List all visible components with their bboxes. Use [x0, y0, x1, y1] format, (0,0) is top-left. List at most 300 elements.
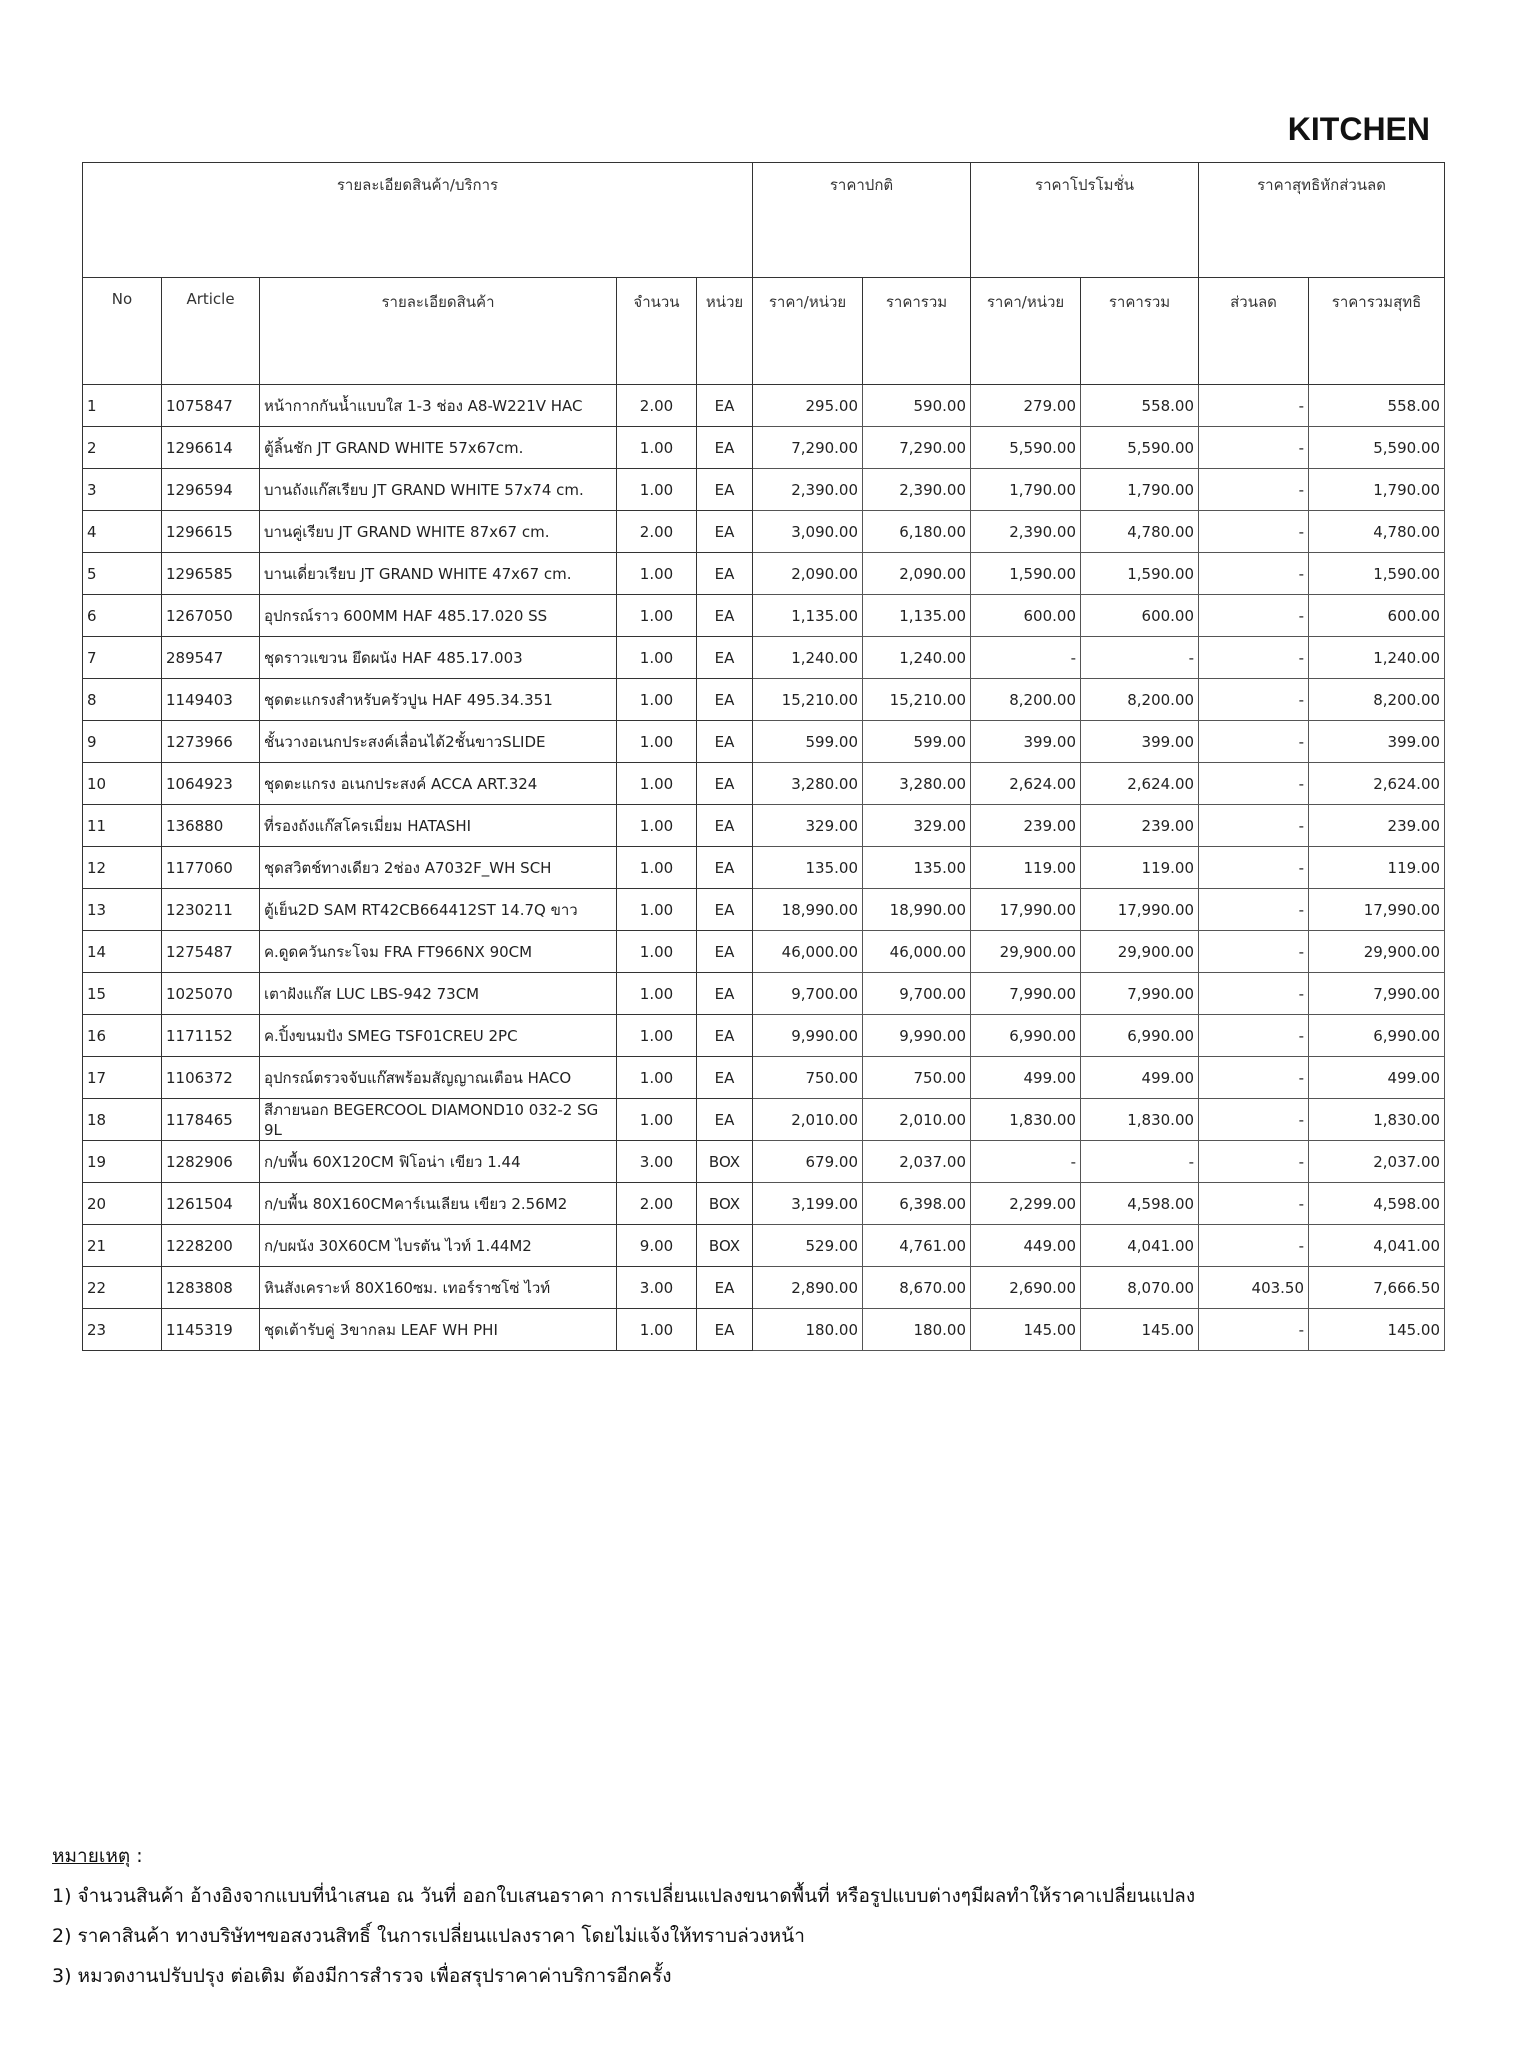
cell-no: 2: [83, 427, 162, 469]
cell-article: 1171152: [162, 1015, 260, 1057]
col-header-promo-total: ราคารวม: [1081, 278, 1199, 385]
cell-unit-price: 679.00: [753, 1141, 863, 1183]
table-row: [83, 553, 1445, 595]
cell-quantity: 1.00: [617, 847, 697, 889]
cell-net-total: 5,590.00: [1309, 427, 1445, 469]
cell-unit: EA: [697, 847, 753, 889]
cell-unit-price: 1,240.00: [753, 637, 863, 679]
cell-description: บานคู่เรียบ JT GRAND WHITE 87x67 cm.: [260, 511, 617, 553]
cell-no: 15: [83, 973, 162, 1015]
cell-net-total: 4,041.00: [1309, 1225, 1445, 1267]
cell-unit-price: 2,890.00: [753, 1267, 863, 1309]
cell-quantity: 1.00: [617, 595, 697, 637]
cell-promo-unit-price: 17,990.00: [971, 889, 1081, 931]
cell-net-total: 6,990.00: [1309, 1015, 1445, 1057]
cell-no: 16: [83, 1015, 162, 1057]
cell-article: 1025070: [162, 973, 260, 1015]
cell-total: 18,990.00: [863, 889, 971, 931]
cell-discount: -: [1199, 385, 1309, 427]
cell-article: 1230211: [162, 889, 260, 931]
cell-promo-total: 5,590.00: [1081, 427, 1199, 469]
cell-net-total: 4,598.00: [1309, 1183, 1445, 1225]
cell-total: 8,670.00: [863, 1267, 971, 1309]
cell-promo-unit-price: 600.00: [971, 595, 1081, 637]
cell-description: หินสังเคราะห์ 80X160ซม. เทอร์ราซโซ่ ไวท์: [260, 1267, 617, 1309]
cell-discount: -: [1199, 553, 1309, 595]
cell-promo-unit-price: 5,590.00: [971, 427, 1081, 469]
table-row: [83, 595, 1445, 637]
col-header-no: No: [83, 278, 162, 385]
cell-discount: -: [1199, 805, 1309, 847]
cell-promo-unit-price: 2,390.00: [971, 511, 1081, 553]
notes-colon: :: [130, 1845, 143, 1867]
cell-discount: -: [1199, 595, 1309, 637]
cell-no: 13: [83, 889, 162, 931]
cell-net-total: 1,830.00: [1309, 1099, 1445, 1141]
cell-article: 1149403: [162, 679, 260, 721]
cell-no: 23: [83, 1309, 162, 1351]
cell-promo-total: 1,590.00: [1081, 553, 1199, 595]
cell-article: 1282906: [162, 1141, 260, 1183]
cell-net-total: 7,990.00: [1309, 973, 1445, 1015]
cell-unit-price: 9,700.00: [753, 973, 863, 1015]
cell-promo-total: 8,200.00: [1081, 679, 1199, 721]
cell-total: 590.00: [863, 385, 971, 427]
cell-discount: -: [1199, 1057, 1309, 1099]
cell-unit-price: 2,090.00: [753, 553, 863, 595]
cell-net-total: 119.00: [1309, 847, 1445, 889]
cell-promo-unit-price: 2,690.00: [971, 1267, 1081, 1309]
cell-article: 1261504: [162, 1183, 260, 1225]
note-item: 2) ราคาสินค้า ทางบริษัทฯขอสงวนสิทธิ์ ในการเปลี่ยนแปลงราคา โดยไม่แจ้งให้ทราบล่วงหน้า: [52, 1925, 805, 1947]
cell-promo-total: 8,070.00: [1081, 1267, 1199, 1309]
cell-quantity: 1.00: [617, 553, 697, 595]
cell-description: ชุดราวแขวน ยึดผนัง HAF 485.17.003: [260, 637, 617, 679]
cell-total: 15,210.00: [863, 679, 971, 721]
cell-article: 1267050: [162, 595, 260, 637]
cell-promo-total: 145.00: [1081, 1309, 1199, 1351]
cell-unit-price: 3,199.00: [753, 1183, 863, 1225]
cell-unit: EA: [697, 1309, 753, 1351]
cell-article: 1275487: [162, 931, 260, 973]
cell-promo-unit-price: 7,990.00: [971, 973, 1081, 1015]
cell-quantity: 1.00: [617, 889, 697, 931]
cell-net-total: 7,666.50: [1309, 1267, 1445, 1309]
cell-quantity: 1.00: [617, 931, 697, 973]
cell-unit-price: 7,290.00: [753, 427, 863, 469]
cell-no: 20: [83, 1183, 162, 1225]
cell-unit: EA: [697, 889, 753, 931]
cell-promo-unit-price: 1,790.00: [971, 469, 1081, 511]
cell-promo-total: 1,790.00: [1081, 469, 1199, 511]
cell-total: 6,398.00: [863, 1183, 971, 1225]
cell-quantity: 1.00: [617, 427, 697, 469]
cell-description: ก/บพื้น 60X120CM ฟิโอน่า เขียว 1.44: [260, 1141, 617, 1183]
cell-promo-unit-price: 279.00: [971, 385, 1081, 427]
table-row: [83, 1015, 1445, 1057]
cell-net-total: 1,790.00: [1309, 469, 1445, 511]
cell-promo-total: 4,598.00: [1081, 1183, 1199, 1225]
cell-discount: -: [1199, 1015, 1309, 1057]
cell-quantity: 3.00: [617, 1267, 697, 1309]
cell-unit: EA: [697, 1057, 753, 1099]
group-header-normal-price: ราคาปกติ: [753, 163, 971, 278]
cell-quantity: 1.00: [617, 637, 697, 679]
group-header-net-price: ราคาสุทธิหักส่วนลด: [1199, 163, 1445, 278]
cell-quantity: 1.00: [617, 1057, 697, 1099]
cell-no: 19: [83, 1141, 162, 1183]
cell-total: 2,090.00: [863, 553, 971, 595]
cell-quantity: 9.00: [617, 1225, 697, 1267]
cell-total: 329.00: [863, 805, 971, 847]
cell-description: ชุดตะแกรงสำหรับครัวปูน HAF 495.34.351: [260, 679, 617, 721]
cell-promo-unit-price: 6,990.00: [971, 1015, 1081, 1057]
cell-net-total: 558.00: [1309, 385, 1445, 427]
cell-promo-total: 399.00: [1081, 721, 1199, 763]
cell-quantity: 1.00: [617, 1309, 697, 1351]
cell-net-total: 8,200.00: [1309, 679, 1445, 721]
cell-no: 17: [83, 1057, 162, 1099]
cell-promo-total: 239.00: [1081, 805, 1199, 847]
cell-unit-price: 15,210.00: [753, 679, 863, 721]
cell-total: 3,280.00: [863, 763, 971, 805]
cell-description: อุปกรณ์ตรวจจับแก๊สพร้อมสัญญาณเตือน HACO: [260, 1057, 617, 1099]
col-header-unit-price: ราคา/หน่วย: [753, 278, 863, 385]
cell-article: 1178465: [162, 1099, 260, 1141]
cell-net-total: 600.00: [1309, 595, 1445, 637]
cell-no: 9: [83, 721, 162, 763]
cell-unit: EA: [697, 1015, 753, 1057]
cell-unit: EA: [697, 469, 753, 511]
cell-article: 1177060: [162, 847, 260, 889]
table-row: [83, 469, 1445, 511]
cell-quantity: 2.00: [617, 385, 697, 427]
cell-unit-price: 3,090.00: [753, 511, 863, 553]
cell-promo-total: 499.00: [1081, 1057, 1199, 1099]
cell-discount: -: [1199, 511, 1309, 553]
cell-article: 1145319: [162, 1309, 260, 1351]
cell-no: 7: [83, 637, 162, 679]
cell-description: ค.ดูดควันกระโจม FRA FT966NX 90CM: [260, 931, 617, 973]
cell-discount: -: [1199, 679, 1309, 721]
cell-discount: -: [1199, 847, 1309, 889]
group-header-promo-price: ราคาโปรโมชั่น: [971, 163, 1199, 278]
cell-promo-unit-price: 2,624.00: [971, 763, 1081, 805]
cell-quantity: 2.00: [617, 511, 697, 553]
table-row: [83, 1309, 1445, 1351]
cell-no: 11: [83, 805, 162, 847]
cell-promo-total: 17,990.00: [1081, 889, 1199, 931]
table-row: [83, 1099, 1445, 1141]
cell-description: ตู้ลิ้นชัก JT GRAND WHITE 57x67cm.: [260, 427, 617, 469]
cell-discount: -: [1199, 1309, 1309, 1351]
notes-heading: หมายเหตุ: [52, 1845, 131, 1867]
cell-net-total: 17,990.00: [1309, 889, 1445, 931]
cell-unit: EA: [697, 511, 753, 553]
cell-unit: EA: [697, 1267, 753, 1309]
cell-quantity: 1.00: [617, 1015, 697, 1057]
cell-description: อุปกรณ์ราว 600MM HAF 485.17.020 SS: [260, 595, 617, 637]
cell-total: 180.00: [863, 1309, 971, 1351]
cell-unit: BOX: [697, 1183, 753, 1225]
cell-promo-total: 7,990.00: [1081, 973, 1199, 1015]
cell-article: 1064923: [162, 763, 260, 805]
cell-unit: EA: [697, 679, 753, 721]
cell-unit: EA: [697, 931, 753, 973]
col-header-description: รายละเอียดสินค้า: [260, 278, 617, 385]
group-header-details: รายละเอียดสินค้า/บริการ: [83, 163, 753, 278]
cell-discount: -: [1199, 931, 1309, 973]
table-row: [83, 1141, 1445, 1183]
cell-total: 2,390.00: [863, 469, 971, 511]
cell-promo-total: 558.00: [1081, 385, 1199, 427]
table-row: [83, 931, 1445, 973]
cell-promo-unit-price: 399.00: [971, 721, 1081, 763]
cell-promo-unit-price: 449.00: [971, 1225, 1081, 1267]
cell-net-total: 1,590.00: [1309, 553, 1445, 595]
cell-discount: -: [1199, 1225, 1309, 1267]
cell-quantity: 1.00: [617, 805, 697, 847]
cell-promo-unit-price: 2,299.00: [971, 1183, 1081, 1225]
cell-quantity: 1.00: [617, 721, 697, 763]
cell-unit: EA: [697, 637, 753, 679]
cell-description: ชุดเต้ารับคู่ 3ขากลม LEAF WH PHI: [260, 1309, 617, 1351]
cell-article: 289547: [162, 637, 260, 679]
cell-description: ชุดตะแกรง อเนกประสงค์ ACCA ART.324: [260, 763, 617, 805]
cell-total: 9,700.00: [863, 973, 971, 1015]
cell-quantity: 2.00: [617, 1183, 697, 1225]
cell-article: 1273966: [162, 721, 260, 763]
cell-unit-price: 9,990.00: [753, 1015, 863, 1057]
cell-net-total: 499.00: [1309, 1057, 1445, 1099]
cell-total: 1,240.00: [863, 637, 971, 679]
column-header-row: [83, 278, 1445, 385]
cell-article: 1075847: [162, 385, 260, 427]
cell-promo-unit-price: 1,830.00: [971, 1099, 1081, 1141]
cell-promo-unit-price: 499.00: [971, 1057, 1081, 1099]
cell-unit: EA: [697, 805, 753, 847]
table-row: [83, 637, 1445, 679]
cell-net-total: 239.00: [1309, 805, 1445, 847]
table-row: [83, 679, 1445, 721]
cell-no: 12: [83, 847, 162, 889]
cell-discount: -: [1199, 637, 1309, 679]
cell-description: ก/บผนัง 30X60CM ไบรตัน ไวท์ 1.44M2: [260, 1225, 617, 1267]
cell-unit-price: 529.00: [753, 1225, 863, 1267]
cell-description: บานถังแก๊สเรียบ JT GRAND WHITE 57x74 cm.: [260, 469, 617, 511]
cell-net-total: 29,900.00: [1309, 931, 1445, 973]
cell-unit-price: 2,010.00: [753, 1099, 863, 1141]
cell-description: ค.ปิ้งขนมปัง SMEG TSF01CREU 2PC: [260, 1015, 617, 1057]
cell-no: 14: [83, 931, 162, 973]
cell-total: 599.00: [863, 721, 971, 763]
cell-unit-price: 295.00: [753, 385, 863, 427]
cell-unit: EA: [697, 595, 753, 637]
cell-promo-unit-price: -: [971, 1141, 1081, 1183]
cell-description: สีภายนอก BEGERCOOL DIAMOND10 032-2 SG 9L: [260, 1099, 617, 1141]
cell-unit-price: 750.00: [753, 1057, 863, 1099]
cell-no: 1: [83, 385, 162, 427]
cell-unit: EA: [697, 1099, 753, 1141]
cell-unit-price: 18,990.00: [753, 889, 863, 931]
cell-net-total: 4,780.00: [1309, 511, 1445, 553]
cell-unit-price: 599.00: [753, 721, 863, 763]
cell-unit: BOX: [697, 1141, 753, 1183]
cell-quantity: 1.00: [617, 763, 697, 805]
cell-no: 5: [83, 553, 162, 595]
cell-promo-total: 119.00: [1081, 847, 1199, 889]
cell-description: ที่รองถังแก๊สโครเมี่ยม HATASHI: [260, 805, 617, 847]
cell-unit: EA: [697, 553, 753, 595]
table-row: [83, 427, 1445, 469]
cell-description: หน้ากากกันน้ำแบบใส 1-3 ช่อง A8-W221V HAC: [260, 385, 617, 427]
col-header-total: ราคารวม: [863, 278, 971, 385]
cell-discount: -: [1199, 469, 1309, 511]
cell-promo-unit-price: 29,900.00: [971, 931, 1081, 973]
group-header-row: [83, 163, 1445, 278]
cell-discount: -: [1199, 889, 1309, 931]
cell-description: บานเดี่ยวเรียบ JT GRAND WHITE 47x67 cm.: [260, 553, 617, 595]
cell-total: 750.00: [863, 1057, 971, 1099]
cell-discount: -: [1199, 721, 1309, 763]
cell-discount: -: [1199, 973, 1309, 1015]
cell-quantity: 1.00: [617, 973, 697, 1015]
cell-no: 10: [83, 763, 162, 805]
cell-no: 6: [83, 595, 162, 637]
cell-total: 1,135.00: [863, 595, 971, 637]
cell-promo-total: 29,900.00: [1081, 931, 1199, 973]
cell-promo-unit-price: 239.00: [971, 805, 1081, 847]
cell-net-total: 1,240.00: [1309, 637, 1445, 679]
cell-total: 4,761.00: [863, 1225, 971, 1267]
cell-unit-price: 180.00: [753, 1309, 863, 1351]
cell-description: ชุดสวิตช์ทางเดียว 2ช่อง A7032F_WH SCH: [260, 847, 617, 889]
cell-promo-unit-price: 1,590.00: [971, 553, 1081, 595]
cell-quantity: 1.00: [617, 1099, 697, 1141]
table-row: [83, 973, 1445, 1015]
cell-total: 6,180.00: [863, 511, 971, 553]
table-row: [83, 385, 1445, 427]
cell-unit-price: 2,390.00: [753, 469, 863, 511]
cell-no: 8: [83, 679, 162, 721]
cell-promo-total: 1,830.00: [1081, 1099, 1199, 1141]
cell-article: 1106372: [162, 1057, 260, 1099]
cell-article: 1228200: [162, 1225, 260, 1267]
table-row: [83, 1225, 1445, 1267]
table-row: [83, 1267, 1445, 1309]
cell-unit: EA: [697, 973, 753, 1015]
cell-no: 22: [83, 1267, 162, 1309]
cell-discount: -: [1199, 1183, 1309, 1225]
cell-article: 1296585: [162, 553, 260, 595]
cell-promo-total: 4,041.00: [1081, 1225, 1199, 1267]
cell-unit-price: 329.00: [753, 805, 863, 847]
cell-no: 3: [83, 469, 162, 511]
cell-article: 1296615: [162, 511, 260, 553]
cell-promo-unit-price: -: [971, 637, 1081, 679]
cell-no: 21: [83, 1225, 162, 1267]
cell-quantity: 1.00: [617, 679, 697, 721]
cell-total: 2,010.00: [863, 1099, 971, 1141]
table-row: [83, 847, 1445, 889]
cell-promo-unit-price: 145.00: [971, 1309, 1081, 1351]
cell-promo-total: 2,624.00: [1081, 763, 1199, 805]
note-item: 1) จำนวนสินค้า อ้างอิงจากแบบที่นำเสนอ ณ วันที่ ออกใบเสนอราคา การเปลี่ยนแปลงขนาดพื้นที่ หรือรูปแบบต่างๆมีผลทำให้ราคาเปลี่ยนแปลง: [52, 1885, 1196, 1907]
cell-discount: -: [1199, 1099, 1309, 1141]
cell-promo-unit-price: 119.00: [971, 847, 1081, 889]
col-header-article: Article: [162, 278, 260, 385]
cell-unit: EA: [697, 763, 753, 805]
cell-quantity: 1.00: [617, 469, 697, 511]
cell-unit: BOX: [697, 1225, 753, 1267]
cell-total: 46,000.00: [863, 931, 971, 973]
table-row: [83, 1183, 1445, 1225]
table-row: [83, 1057, 1445, 1099]
col-header-discount: ส่วนลด: [1199, 278, 1309, 385]
cell-promo-unit-price: 8,200.00: [971, 679, 1081, 721]
cell-promo-total: 600.00: [1081, 595, 1199, 637]
cell-promo-total: 6,990.00: [1081, 1015, 1199, 1057]
cell-unit-price: 135.00: [753, 847, 863, 889]
price-table: [82, 162, 1445, 1351]
cell-total: 2,037.00: [863, 1141, 971, 1183]
cell-unit: EA: [697, 385, 753, 427]
cell-description: เตาฝังแก๊ส LUC LBS-942 73CM: [260, 973, 617, 1015]
cell-discount: -: [1199, 427, 1309, 469]
cell-article: 136880: [162, 805, 260, 847]
page-title: KITCHEN: [1287, 111, 1430, 147]
cell-description: ตู้เย็น2D SAM RT42CB664412ST 14.7Q ขาว: [260, 889, 617, 931]
cell-article: 1296614: [162, 427, 260, 469]
cell-unit-price: 3,280.00: [753, 763, 863, 805]
cell-unit: EA: [697, 721, 753, 763]
col-header-unit: หน่วย: [697, 278, 753, 385]
table-row: [83, 511, 1445, 553]
cell-total: 9,990.00: [863, 1015, 971, 1057]
col-header-net-total: ราคารวมสุทธิ: [1309, 278, 1445, 385]
table-row: [83, 805, 1445, 847]
cell-total: 135.00: [863, 847, 971, 889]
cell-no: 4: [83, 511, 162, 553]
cell-unit: EA: [697, 427, 753, 469]
cell-discount: -: [1199, 1141, 1309, 1183]
cell-description: ชั้นวางอเนกประสงค์เลื่อนได้2ชั้นขาวSLIDE: [260, 721, 617, 763]
cell-net-total: 399.00: [1309, 721, 1445, 763]
cell-description: ก/บพื้น 80X160CMคาร์เนเลียน เขียว 2.56M2: [260, 1183, 617, 1225]
cell-promo-total: -: [1081, 1141, 1199, 1183]
table-row: [83, 889, 1445, 931]
note-item: 3) หมวดงานปรับปรุง ต่อเติม ต้องมีการสำรวจ เพื่อสรุปราคาค่าบริการอีกครั้ง: [52, 1965, 672, 1987]
cell-article: 1283808: [162, 1267, 260, 1309]
cell-discount: 403.50: [1199, 1267, 1309, 1309]
cell-quantity: 3.00: [617, 1141, 697, 1183]
cell-unit-price: 46,000.00: [753, 931, 863, 973]
cell-net-total: 2,037.00: [1309, 1141, 1445, 1183]
cell-total: 7,290.00: [863, 427, 971, 469]
col-header-quantity: จำนวน: [617, 278, 697, 385]
col-header-promo-unit-price: ราคา/หน่วย: [971, 278, 1081, 385]
cell-article: 1296594: [162, 469, 260, 511]
cell-no: 18: [83, 1099, 162, 1141]
notes-section: [52, 1836, 1195, 1996]
cell-promo-total: -: [1081, 637, 1199, 679]
cell-net-total: 2,624.00: [1309, 763, 1445, 805]
table-row: [83, 763, 1445, 805]
table-row: [83, 721, 1445, 763]
cell-promo-total: 4,780.00: [1081, 511, 1199, 553]
cell-discount: -: [1199, 763, 1309, 805]
cell-net-total: 145.00: [1309, 1309, 1445, 1351]
